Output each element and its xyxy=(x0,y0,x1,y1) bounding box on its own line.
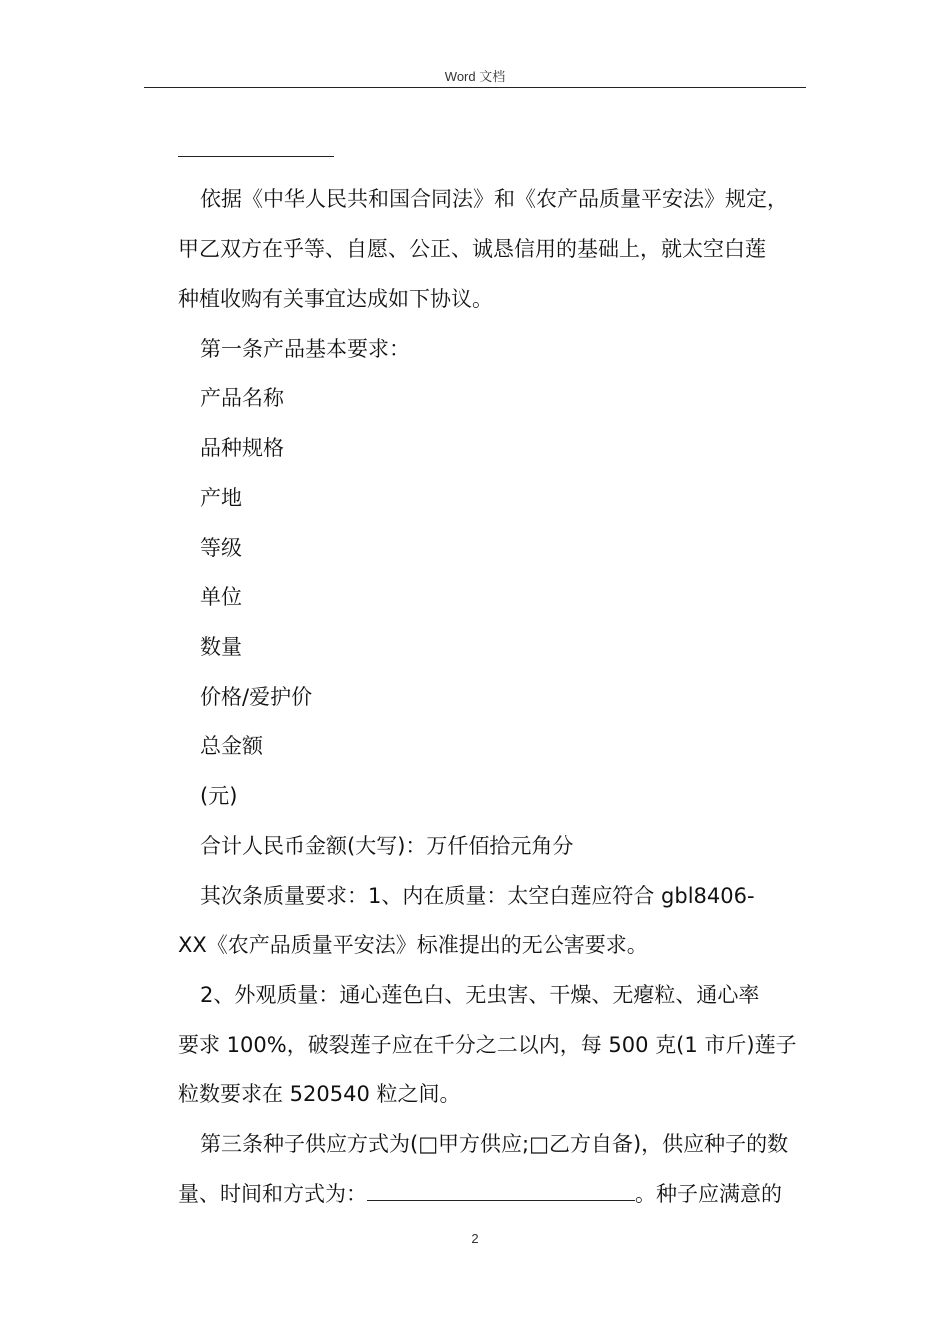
fill-in-blank-line xyxy=(367,1180,635,1201)
list-item: (元) xyxy=(200,784,238,808)
paragraph-line: 粒数要求在 520540 粒之间。 xyxy=(178,1082,461,1106)
paragraph-line: 依据《中华人民共和国合同法》和《农产品质量平安法》规定， xyxy=(200,187,788,211)
section-heading: 第三条种子供应方式为(□甲方供应;□乙方自备)，供应种子的数 xyxy=(200,1132,789,1156)
paragraph-line: XX《农产品质量平安法》标准提出的无公害要求。 xyxy=(178,933,648,957)
list-item: 产品名称 xyxy=(200,386,284,410)
section-heading: 其次条质量要求：1、内在质量：太空白莲应符合 gbl8406- xyxy=(200,884,755,908)
paragraph-line: 要求 100%，破裂莲子应在千分之二以内，每 500 克(1 市斤)莲子 xyxy=(178,1033,797,1057)
list-item: 产地 xyxy=(200,486,242,510)
paragraph-line: 2、外观质量：通心莲色白、无虫害、干燥、无瘪粒、通心率 xyxy=(200,983,760,1007)
list-item: 等级 xyxy=(200,536,242,560)
paragraph-text: 量、时间和方式为： xyxy=(178,1182,367,1206)
header-divider xyxy=(144,87,806,88)
page-header-title: Word 文档 xyxy=(444,69,506,84)
list-item: 数量 xyxy=(200,635,242,659)
section-heading: 第一条产品基本要求： xyxy=(200,337,410,361)
paragraph-line: 种植收购有关事宜达成如下协议。 xyxy=(178,287,493,311)
list-item: 单位 xyxy=(200,585,242,609)
paragraph-line: 甲乙双方在乎等、自愿、公正、诚恳信用的基础上，就太空白莲 xyxy=(178,237,766,261)
list-item: 总金额 xyxy=(200,734,263,758)
list-item: 价格/爱护价 xyxy=(200,685,313,709)
list-item: 品种规格 xyxy=(200,436,284,460)
page-number: 2 xyxy=(471,1231,479,1246)
paragraph-line xyxy=(178,1179,782,1209)
paragraph-text: 。种子应满意的 xyxy=(635,1182,782,1206)
fill-in-blank-line xyxy=(178,156,334,157)
paragraph-line: 合计人民币金额(大写)：万仟佰拾元角分 xyxy=(200,834,574,858)
